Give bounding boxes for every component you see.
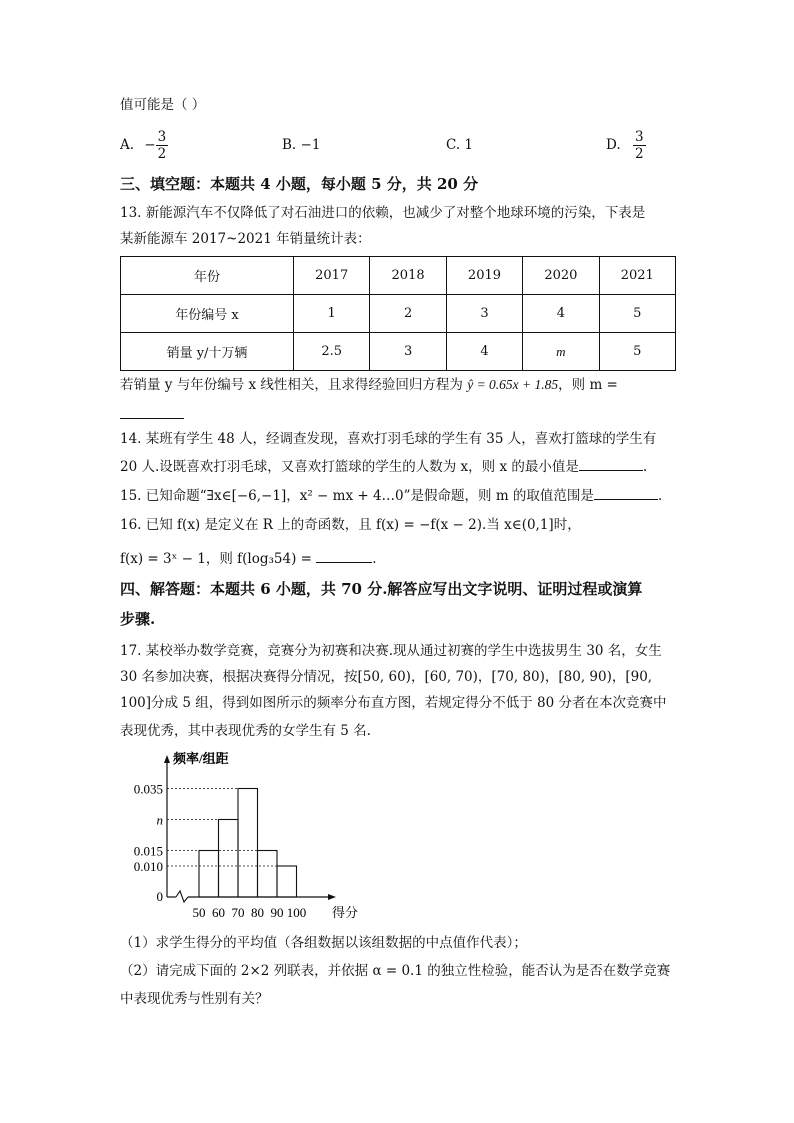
table-cell: 1 <box>294 295 370 333</box>
option-d <box>606 128 646 162</box>
table-cell: 2.5 <box>294 333 370 371</box>
option-b: B. −1 <box>282 137 321 153</box>
histogram-bar <box>277 866 297 897</box>
section3-title: 三、填空题：本题共 4 小题，每小题 5 分，共 20 分 <box>120 175 479 193</box>
q16-line2: f(x) = 3ˣ − 1，则 f(log₃54) = . <box>120 548 377 568</box>
y-tick-label: 0.015 <box>133 843 163 859</box>
x-axis-arrow <box>328 894 336 900</box>
x-tick-label: 80 <box>251 905 264 920</box>
table-cell: 2020 <box>523 257 599 295</box>
y-tick-label: n <box>156 812 163 828</box>
option-a-sign: − <box>144 137 156 153</box>
option-d-num: 3 <box>634 129 644 145</box>
q16-line1: 16. 已知 f(x) 是定义在 R 上的奇函数，且 f(x) = −f(x − 2).当 x∈(0,1]时， <box>120 517 581 533</box>
table-cell: 2019 <box>446 257 522 295</box>
q17-line4: 表现优秀，其中表现优秀的女学生有 5 名. <box>120 723 371 739</box>
table-cell: 5 <box>599 333 675 371</box>
table-cell: 2018 <box>370 257 446 295</box>
table-cell: 3 <box>446 295 522 333</box>
y-axis-title: 频率/组距 <box>173 751 229 766</box>
x-tick-label: 60 <box>212 905 225 920</box>
sales-table <box>120 256 676 371</box>
q17-line3: 100]分成 5 组，得到如图所示的频率分布直方图，若规定得分不低于 80 分者在本次竞赛中 <box>120 695 667 711</box>
q13-line1: 13. 新能源汽车不仅降低了对石油进口的依赖，也减少了对整个地球环境的污染，下表是 <box>120 205 646 221</box>
table-cell: 2 <box>370 295 446 333</box>
table-header-cell: 销量 y/十万辆 <box>121 333 294 371</box>
q13-condition-pre: 若销量 y 与年份编号 x 线性相关，且求得经验回归方程为 <box>120 377 468 393</box>
option-a-den: 2 <box>157 146 167 162</box>
section4-title: 四、解答题：本题共 6 小题，共 70 分.解答应写出文字说明、证明过程或演算 <box>120 580 643 598</box>
option-d-label: D. <box>606 137 621 153</box>
q13-answer-blank <box>120 402 184 424</box>
axis-break <box>176 891 188 902</box>
option-a-label: A. <box>120 137 135 153</box>
q17-sub2-line2: 中表现优秀与性别有关？ <box>120 991 269 1007</box>
table-cell: m <box>523 333 599 371</box>
y-tick-label: 0.010 <box>133 859 163 874</box>
q13-condition <box>120 376 618 394</box>
option-a <box>120 128 168 162</box>
histogram-chart <box>110 745 360 923</box>
y-axis-arrow <box>164 755 170 763</box>
table-cell: 5 <box>599 295 675 333</box>
table-cell: 4 <box>523 295 599 333</box>
histogram-bar <box>258 851 278 898</box>
histogram-bar <box>219 820 239 898</box>
x-axis-title: 得分 <box>332 905 359 920</box>
table-cell: 2017 <box>294 257 370 295</box>
q15-text: 15. 已知命题“∃x∈[−6,−1]，x² − mx + 4…0”是假命题，则 m 的取值范围是 <box>120 488 594 504</box>
histogram-bar <box>199 851 219 898</box>
table-cell: 4 <box>446 333 522 371</box>
q14-line2-text: 20 人.设既喜欢打羽毛球，又喜欢打篮球的学生的人数为 x，则 x 的最小值是 <box>120 459 579 475</box>
regression-equation: ŷ = 0.65x + 1.85 <box>467 377 559 392</box>
histogram-bar <box>238 789 258 898</box>
q12-tail: 值可能是（ ） <box>120 97 206 113</box>
x-tick-label: 100 <box>286 905 307 920</box>
q14-line2: 20 人.设既喜欢打羽毛球，又喜欢打篮球的学生的人数为 x，则 x 的最小值是 . <box>120 456 647 476</box>
q15: 15. 已知命题“∃x∈[−6,−1]，x² − mx + 4…0”是假命题，则 m 的取值范围是 . <box>120 485 662 505</box>
q17-line2: 30 名参加决赛，根据决赛得分情况，按[50, 60)，[60, 70)，[70, 80)，[80, 90)，[90, <box>120 669 653 685</box>
section4-title-cont: 步骤. <box>120 610 156 628</box>
q17-line1: 17. 某校举办数学竞赛，竞赛分为初赛和决赛.现从通过初赛的学生中选拔男生 30 名，女生 <box>120 643 662 659</box>
table-header-cell: 年份 <box>121 257 294 295</box>
option-d-den: 2 <box>634 146 644 162</box>
q16-line2-text: f(x) = 3ˣ − 1，则 f(log₃54) = <box>120 551 312 567</box>
table-cell: 3 <box>370 333 446 371</box>
x-tick-label: 70 <box>231 905 245 920</box>
table-header-cell: 年份编号 x <box>121 295 294 333</box>
x-tick-label: 90 <box>270 905 284 920</box>
table-cell: 2021 <box>599 257 675 295</box>
q14-line1: 14. 某班有学生 48 人，经调查发现，喜欢打羽毛球的学生有 35 人，喜欢打篮球的学生有 <box>120 431 657 447</box>
q13-condition-post: ，则 m = <box>558 377 618 393</box>
q17-sub1: （1）求学生得分的平均值（各组数据以该组数据的中点值作代表）； <box>120 935 527 951</box>
table-row <box>121 295 676 333</box>
table-row <box>121 257 676 295</box>
option-c: C. 1 <box>446 137 474 153</box>
y-tick-label: 0 <box>156 889 163 904</box>
option-a-num: 3 <box>157 129 167 145</box>
x-tick-label: 50 <box>192 905 206 920</box>
q17-sub2-line1: （2）请完成下面的 2×2 列联表，并依据 α = 0.1 的独立性检验，能否认为是否在数学竞赛 <box>120 963 671 979</box>
y-tick-label: 0.035 <box>133 781 163 797</box>
q13-line2: 某新能源车 2017~2021 年销量统计表： <box>120 231 371 247</box>
table-row <box>121 333 676 371</box>
